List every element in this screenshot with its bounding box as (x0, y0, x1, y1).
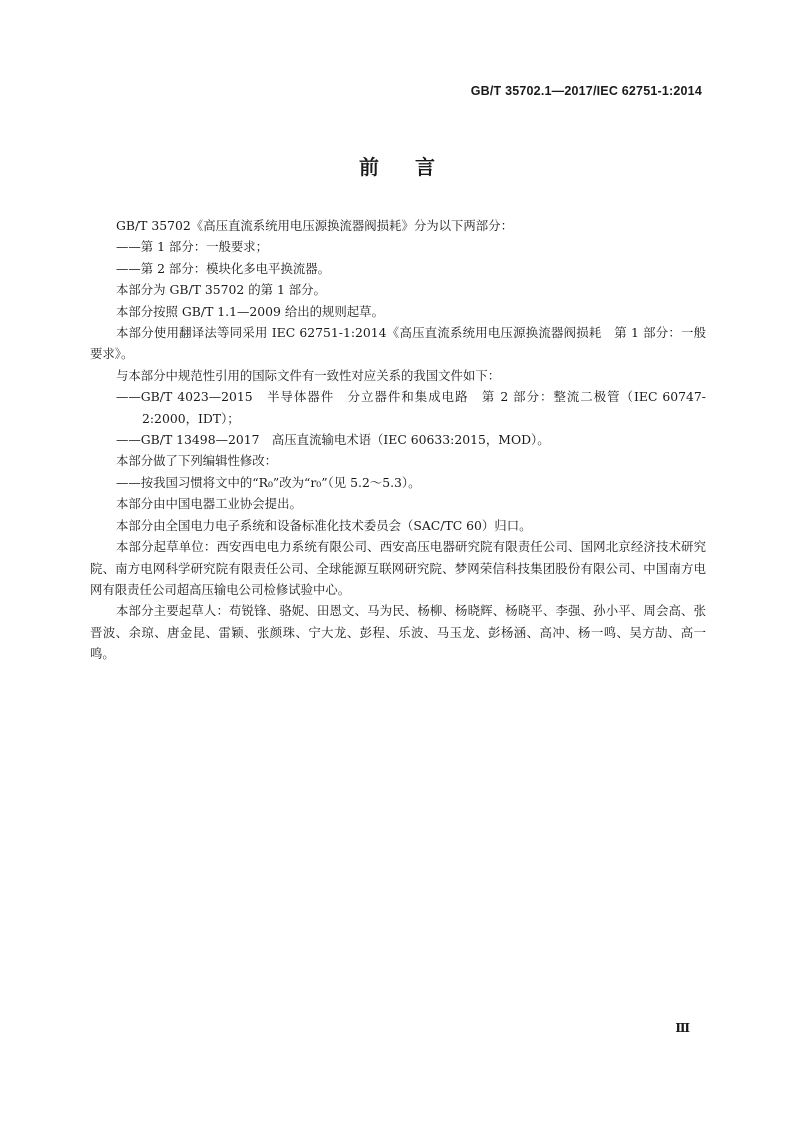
foreword-body (90, 215, 706, 665)
paragraph-drafters: 本部分主要起草人：苟锐锋、骆妮、田恩文、马为民、杨柳、杨晓辉、杨晓平、李强、孙小平、周会高、张晋波、余琼、唐金昆、雷颖、张颜珠、宁大龙、彭程、乐波、马玉龙、彭杨涵、高冲、杨一鸣、吴方劼、高一鸣。 (90, 603, 706, 662)
list-item-gbt4023: ——GB/T 4023—2015 半导体器件 分立器件和集成电路 第 2 部分：整流二极管（IEC 60747-2:2000，IDT）； (116, 389, 706, 426)
list-item-part2: ——第 2 部分：模块化多电平换流器。 (116, 260, 331, 276)
paragraph-editorial: 本部分做了下列编辑性修改： (116, 453, 278, 469)
standard-code: GB/T 35702.1—2017/IEC 62751-1:2014 (470, 84, 702, 98)
paragraph-part-statement: 本部分为 GB/T 35702 的第 1 部分。 (116, 282, 326, 298)
page-number: Ⅲ (675, 1021, 690, 1035)
paragraph-drafting-units: 本部分起草单位：西安西电电力系统有限公司、西安高压电器研究院有限责任公司、国网北京经济技术研究院、南方电网科学研究院有限责任公司、全球能源互联网研究院、梦网荣信科技集团股份有限公司、中国南方电网有限责任公司超高压输电公司检修试验中心。 (90, 539, 706, 597)
paragraph-correspondence: 与本部分中规范性引用的国际文件有一致性对应关系的我国文件如下： (116, 367, 501, 383)
list-item-part1: ——第 1 部分：一般要求； (116, 239, 269, 255)
list-item-gbt13498: ——GB/T 13498—2017 高压直流输电术语（IEC 60633:2015，MOD）。 (116, 432, 550, 448)
paragraph-committee: 本部分由全国电力电子系统和设备标准化技术委员会（SAC/TC 60）归口。 (116, 517, 532, 533)
paragraph-intro: GB/T 35702《高压直流系统用电压源换流器阀损耗》分为以下两部分： (116, 218, 513, 233)
page-title: 前言 (359, 155, 471, 179)
list-item-editorial-change: ——按我国习惯将文中的“R₀”改为“r₀”（见 5.2～5.3）。 (116, 474, 421, 490)
paragraph-adoption: 本部分使用翻译法等同采用 IEC 62751-1:2014《高压直流系统用电压源换流器阀损耗 第 1 部分：一般要求》。 (90, 325, 706, 362)
paragraph-drafting-rules: 本部分按照 GB/T 1.1—2009 给出的规则起草。 (116, 303, 384, 319)
paragraph-proposer: 本部分由中国电器工业协会提出。 (116, 496, 302, 512)
